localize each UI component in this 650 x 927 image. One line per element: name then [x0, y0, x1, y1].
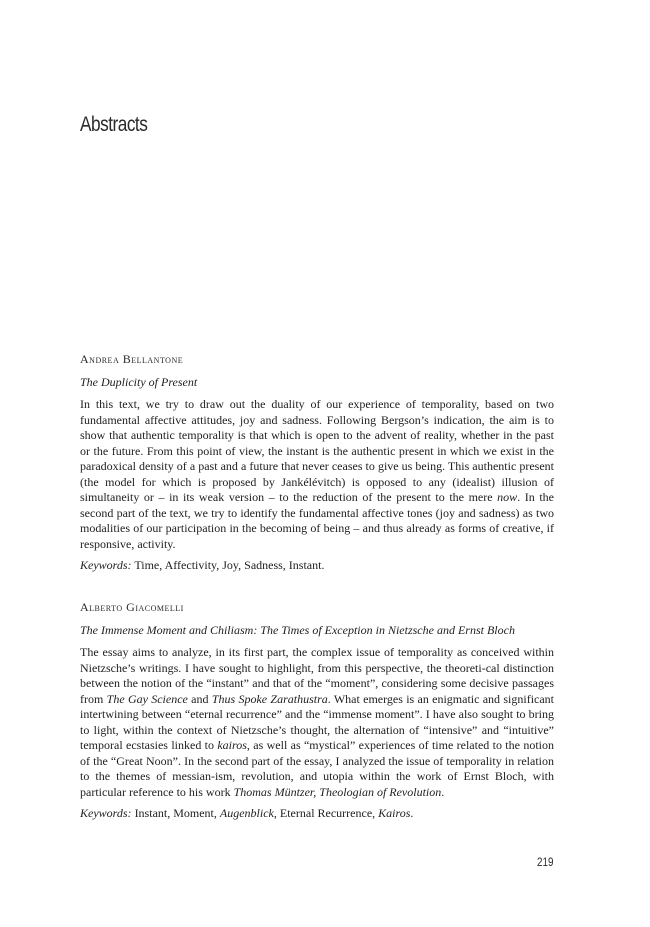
keywords-label: Keywords: [80, 558, 132, 573]
keywords-text: . [410, 806, 414, 821]
body-text: In this text, we try to draw out the duality of our experience of temporality, based on two fundamental affective attitudes, joy and sadness. Following Bergson’s indication, the aim is to show that authentic temporality is that which is open to the advent of reality, whether in the past or the future. From this point of view, the instant is the authentic present in which we exist in the paradoxical density of a past and a future that never ceases to give us being. This authentic present (the model for which is proposed by Jankélévitch) is opposed to any (idealist) illusion of simultaneity or – in its weak version – to the reduction of the present to the mere [80, 397, 554, 505]
body-text: . What emerges is an enigmatic and significant intertwining between “eternal recurrence” and the “immense moment”. I have also sought to bring to light, within the context of Nietzsche’s thought, the alternation of “intensive” and “intuitive” temporal ecstasies linked to [80, 691, 555, 753]
keywords-line [80, 558, 554, 573]
abstract-entry [80, 352, 554, 573]
page-heading: Abstracts [80, 113, 148, 136]
body-text: . [441, 784, 445, 799]
body-emphasis: now [497, 490, 518, 505]
keywords-line [80, 806, 554, 821]
keywords-text: , Eternal Recurrence, [273, 806, 379, 821]
abstract-title: The Duplicity of Present [80, 375, 198, 389]
keywords-emphasis: Kairos [378, 806, 411, 821]
author-name: Alberto Giacomelli [80, 600, 184, 614]
keywords-label: Keywords: [80, 806, 132, 821]
abstract-title: The Immense Moment and Chiliasm: The Times of Exception in Nietzsche and Ernst Bloch [80, 623, 515, 637]
body-text: and [187, 691, 212, 706]
body-text: The essay aims to analyze, in its first part, the complex issue of temporality as conceived within Nietzsche’s writings. I have sought to highlight, from this perspective, the theoreti-cal distinction between the notion of the “instant” and that of the “moment”, considering some decisive passages from [80, 645, 554, 706]
abstract-body [80, 397, 554, 552]
body-text: , as well as “mystical” experiences of time related to the notion of the “Great Noon”. In the second part of the essay, I analyzed the issue of temporality in relation to the themes of messian-ism, revolution, and utopia within the work of Ernst Bloch, with particular reference to his work [80, 738, 554, 799]
author-name: Andrea Bellantone [80, 352, 184, 366]
keywords-emphasis: Augenblick [219, 806, 274, 821]
body-emphasis: Thomas Müntzer, Theologian of Revolution [233, 784, 442, 799]
body-emphasis: The Gay Science [106, 691, 188, 706]
abstract-body [80, 645, 554, 800]
body-text: . In the second part of the text, we try to identify the fundamental affective tones (joy and sadness) as two modalities of our participation in the becoming of being – and thus already as forms of creative, if responsive, activity. [80, 490, 555, 551]
abstract-entry [80, 600, 554, 821]
body-emphasis: Thus Spoke Zarathustra [211, 691, 328, 706]
body-emphasis: kairos [217, 738, 247, 753]
page-number: 219 [537, 855, 554, 869]
keywords-text: Instant, Moment, [134, 806, 220, 821]
keywords-text: Time, Affectivity, Joy, Sadness, Instant. [134, 558, 325, 573]
